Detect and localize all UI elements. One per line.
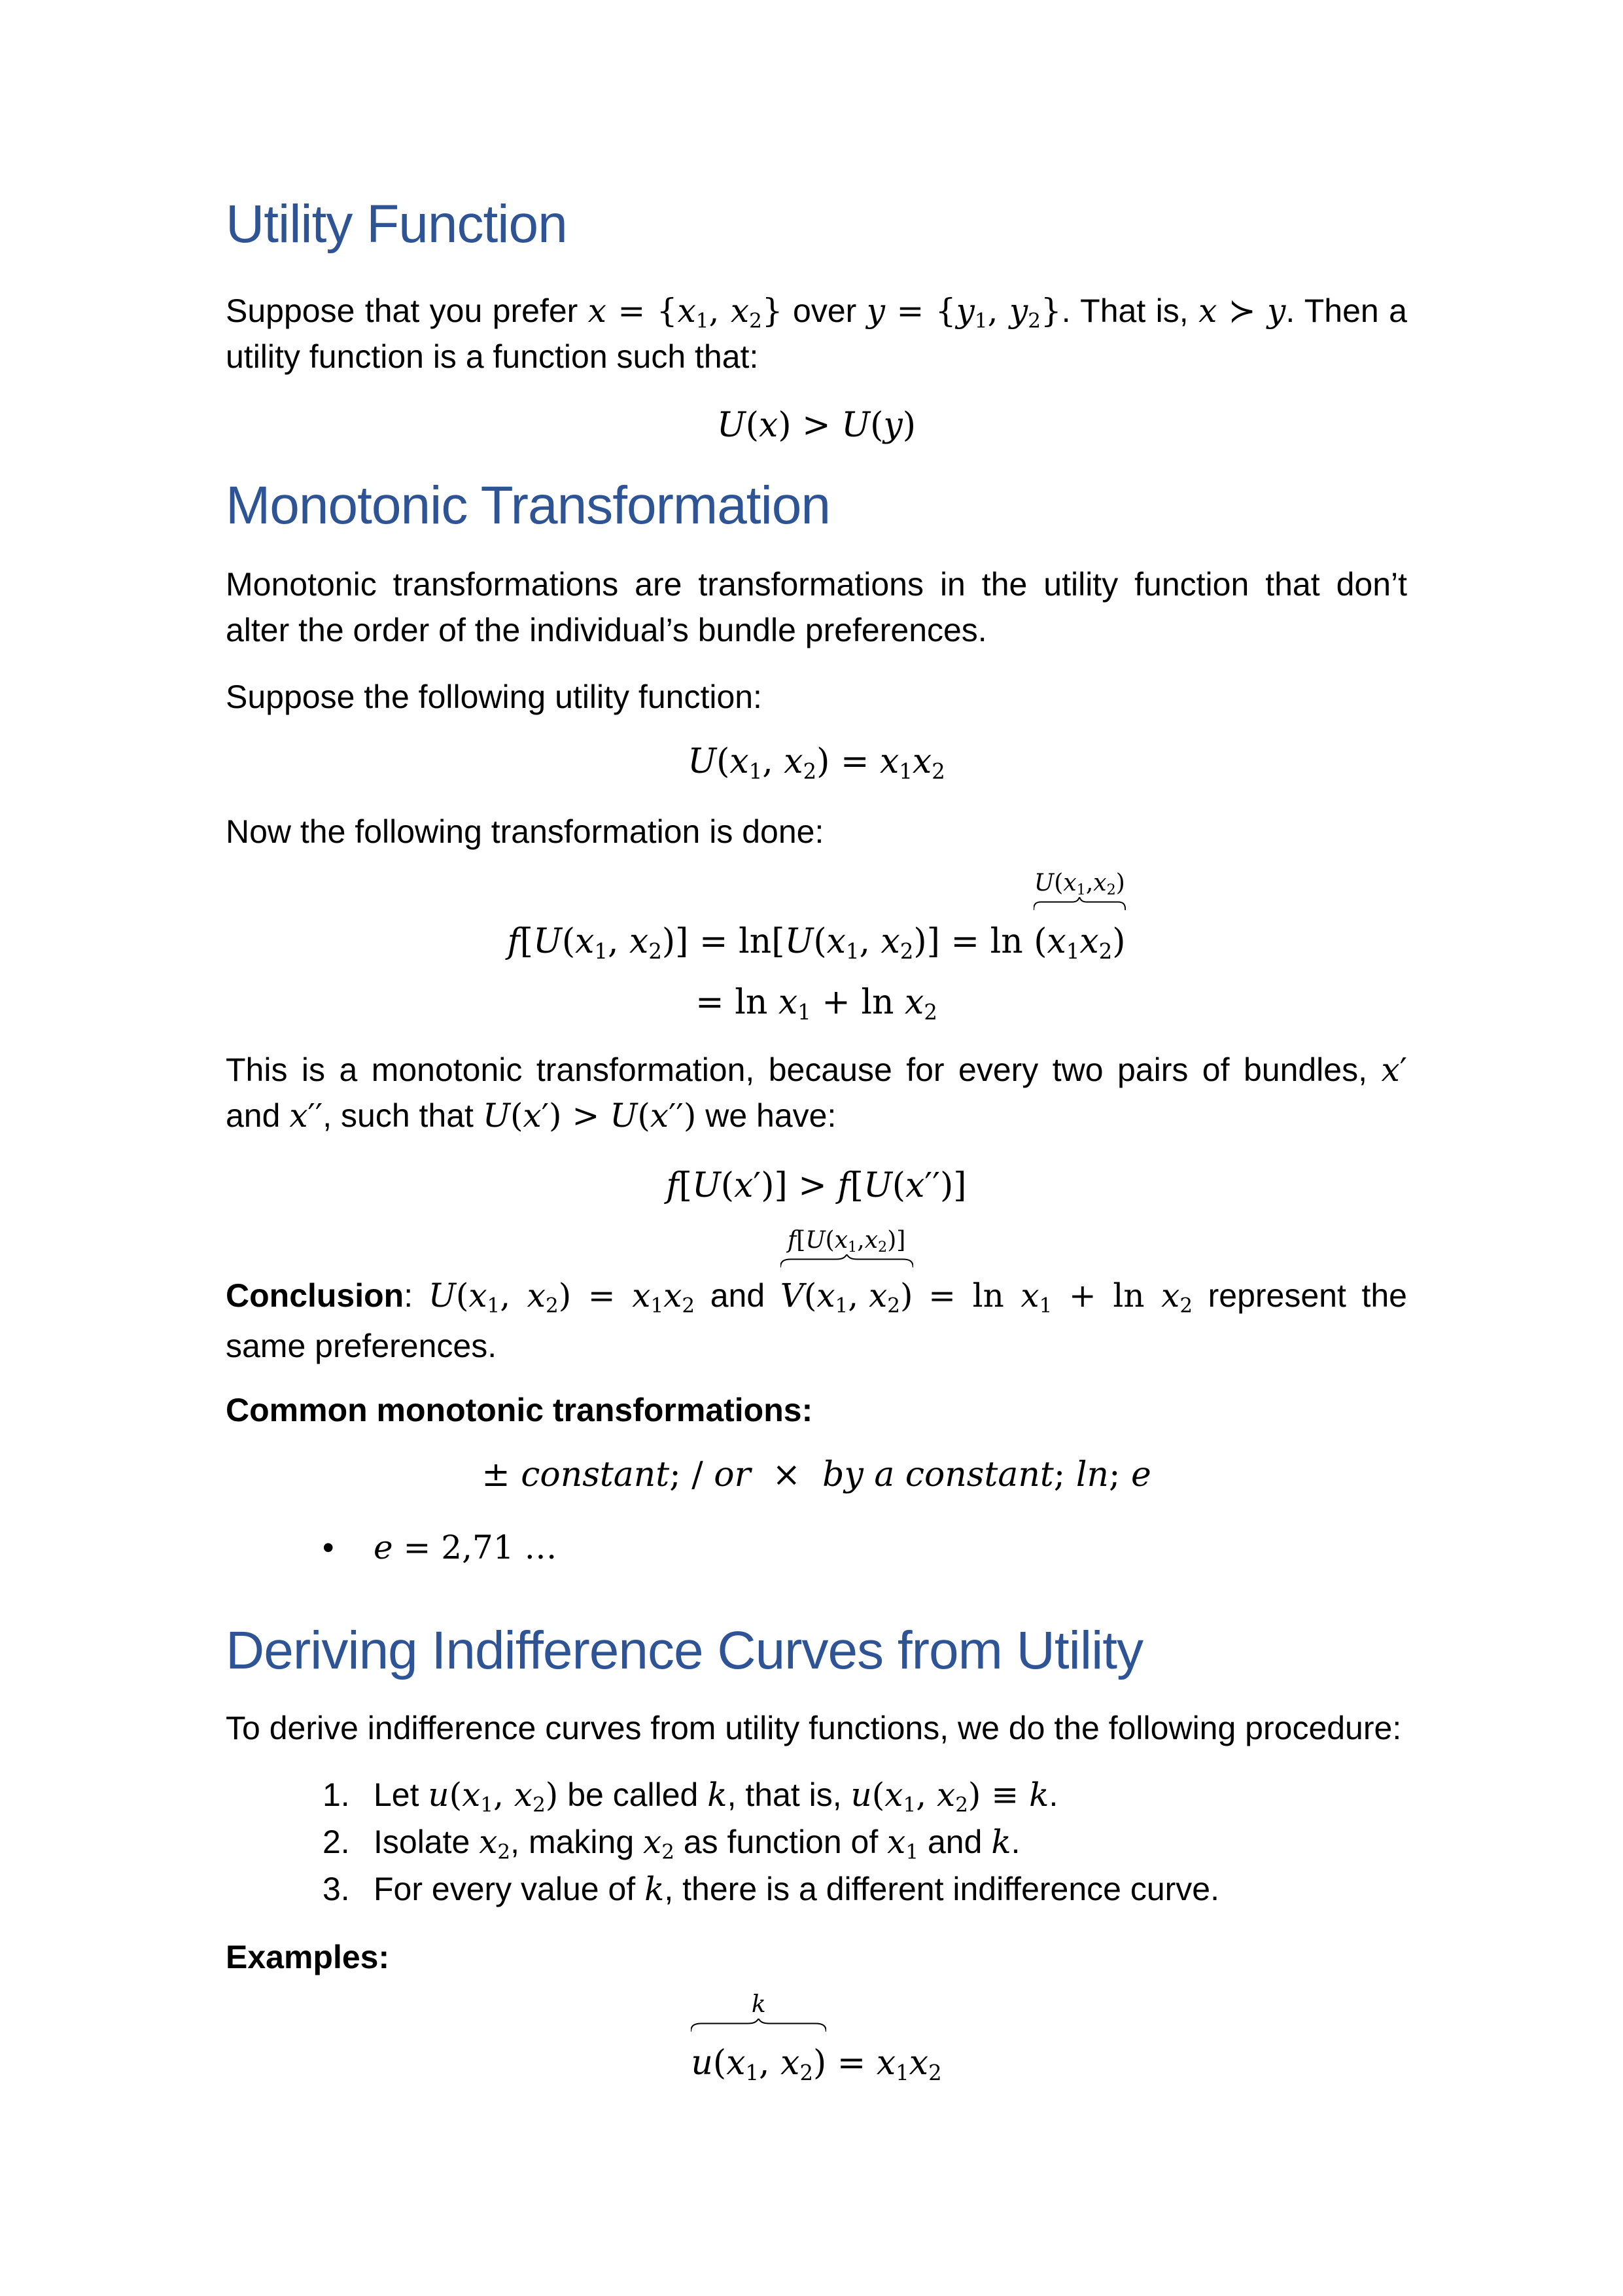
formula-log-transformation [226, 870, 1407, 970]
overbrace-icon [691, 2019, 826, 2032]
formula-utility-function: $U(x_1$, $x_2) = x_1x_2$ [688, 742, 945, 785]
paragraph-examples: Examples: [226, 1939, 390, 1975]
formula-example-after: = $x_1x_2$ [826, 2043, 942, 2086]
paragraph-suppose-utility: Suppose the following utility function: [226, 679, 762, 715]
conclusion-after: = $\ln x_1 + \ln x_2$ represent the same preferences. [226, 1277, 1407, 1364]
list-marker: 1. [323, 1776, 350, 1813]
list-marker: 3. [323, 1871, 350, 1907]
bullet-marker: • [323, 1529, 334, 1566]
formula-example-body: $u(x_1$, $x_2$) [691, 2043, 827, 2086]
formula-utility-comparison: U(x) > U(y) [716, 406, 916, 445]
list-item-text: Let $u(x_1$, $x_2$) be called k, that is, $u(x_1$, $x_2) \equiv k$. [374, 1776, 1058, 1817]
conclusion-label: Conclusion [226, 1277, 404, 1314]
formula-example-k [226, 1991, 1407, 2091]
overbrace-label-u: $U(x_1,x_2)$ [1034, 870, 1125, 899]
overbrace-icon [780, 1254, 913, 1267]
heading-deriving-indifference-curves: Deriving Indifference Curves from Utility [226, 1621, 1143, 1680]
paragraph-common-transformations: Common monotonic transformations: [226, 1392, 813, 1428]
conclusion-v-term: $V(x_1$, $x_2$) [780, 1277, 913, 1318]
paragraph-conclusion [226, 1227, 1407, 1371]
heading-utility-function: Utility Function [226, 194, 567, 254]
overbrace-icon [1034, 897, 1125, 910]
list-item-step-3 [226, 1866, 1407, 1912]
overbrace-label-fu: $f[U(x_1,x_2)]$ [787, 1227, 906, 1256]
paragraph-derive-procedure: To derive indifference curves from utility functions, we do the following procedure: [226, 1710, 1402, 1746]
ordered-list-procedure [226, 1772, 1407, 1912]
formula-ln-sum: = $\ln x_1 + \ln x_2$ [695, 983, 937, 1025]
paragraph-monotonic-because: This is a monotonic transformation, because for every two pairs of bundles, x′ and x′′, such that U(x′) > U(x′′) we have: [226, 1051, 1407, 1135]
list-marker: 2. [323, 1824, 350, 1860]
paragraph-utility-intro: Suppose that you prefer $x = \{x_1$, $x_2$} over $y = \{y_1$, $y_2$}. That is, x ≻ y. Then a utility function is a function such that: [226, 292, 1407, 375]
annotated-term-v [780, 1227, 913, 1321]
annotated-term-k [691, 1991, 827, 2091]
paragraph-transformation-done: Now the following transformation is done: [226, 813, 824, 850]
heading-monotonic-transformation: Monotonic Transformation [226, 476, 831, 535]
list-item-text: For every value of k, there is a different indifference curve. [374, 1870, 1220, 1908]
bullet-text-e-value: e = 2,71 … [374, 1528, 557, 1566]
overbrace-label-k: k [751, 1991, 766, 2018]
formula-log-lead: $f[U(x_1$, $x_2)] = \ln[U(x_1$, $x_2)] = \ln$ [507, 922, 1034, 964]
formula-log-body: $(x_1x_2)$ [1034, 922, 1126, 964]
formula-common-transformations: ± constant; / or × by a constant; ln; e [481, 1455, 1151, 1494]
conclusion-before: : $U(x_1$, $x_2) = x_1x_2$ and [404, 1277, 780, 1318]
list-item-step-1 [226, 1772, 1407, 1818]
annotated-term [1034, 870, 1126, 970]
paragraph-monotonic-definition: Monotonic transformations are transformations in the utility function that don’t alter the order of the individual’s bundle preferences. [226, 566, 1407, 648]
list-item-step-2 [226, 1819, 1407, 1865]
formula-f-comparison: f[U(x′)] > f[U(x′′)] [666, 1166, 967, 1205]
bullet-item-e [226, 1525, 1407, 1570]
list-item-text: Isolate $x_2$, making $x_2$ as function of $x_1$ and k. [374, 1823, 1021, 1864]
